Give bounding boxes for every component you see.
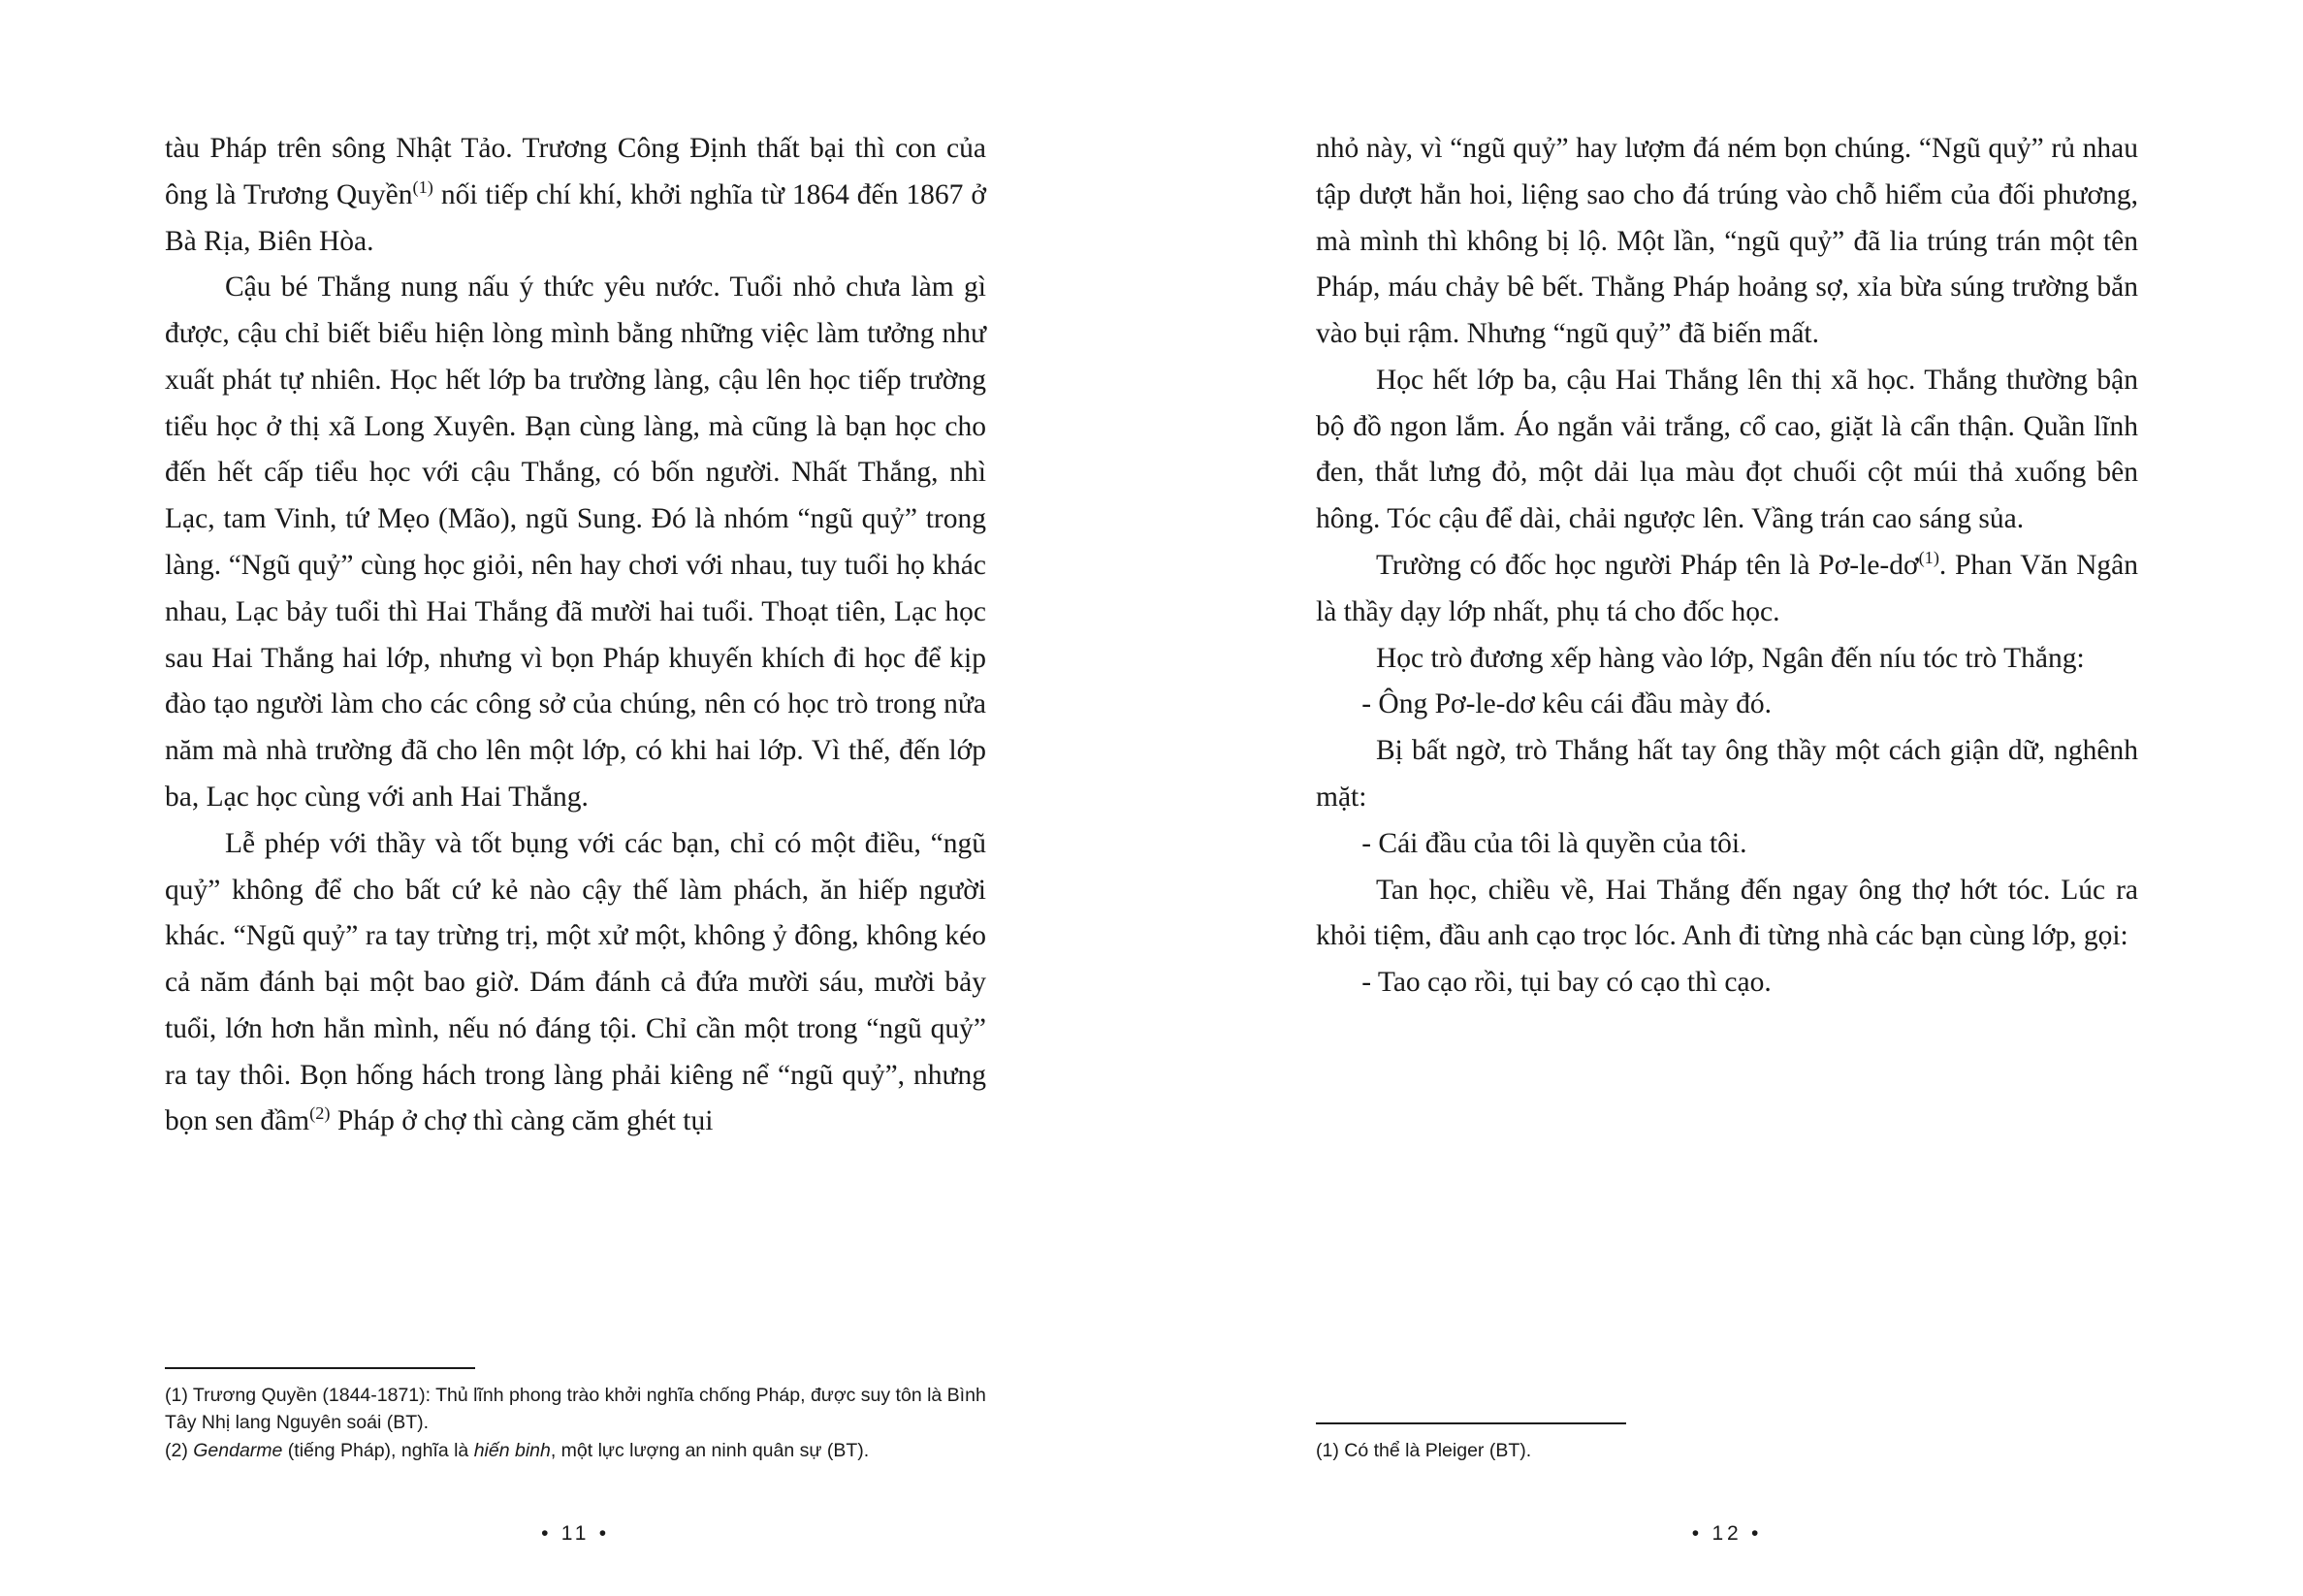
dialogue-line: - Ông Pơ-le-dơ kêu cái đầu mày đó. <box>1361 688 1772 720</box>
paragraph-text-cont: Pháp ở chợ thì càng căm ghét tụi <box>330 1105 714 1137</box>
left-page-body <box>165 126 986 1145</box>
footnote-text: (tiếng Pháp), nghĩa là <box>282 1439 474 1461</box>
footnote-item <box>165 1382 986 1437</box>
footnote-text: Trương Quyền (1844-1871): Thủ lĩnh phong trào khởi nghĩa chống Pháp, được suy tôn là Bình Tây Nhị lang Nguyên soái (BT). <box>165 1385 986 1434</box>
footnote-item <box>165 1437 986 1464</box>
footnote-separator-rule <box>165 1367 475 1369</box>
page-number-right: • 12 • <box>1691 1522 1763 1545</box>
footnote-number: (2) <box>165 1439 194 1461</box>
footnote-text: , một lực lượng an ninh quân sự (BT). <box>550 1439 870 1461</box>
paragraph: Cậu bé Thắng nung nấu ý thức yêu nước. Tuổi nhỏ chưa làm gì được, cậu chỉ biết biểu hiện lòng mình bằng những việc làm tưởng như xuất phát tự nhiên. Học hết lớp ba trường làng, cậu lên học tiếp trường tiểu học ở thị xã Long Xuyên. Bạn cùng làng, mà cũng là bạn học cho đến hết cấp tiểu học với cậu Thắng, có bốn người. Nhất Thắng, nhì Lạc, tam Vinh, tứ Mẹo (Mão), ngũ Sung. Đó là nhóm “ngũ quỷ” trong làng. “Ngũ quỷ” cùng học giỏi, nên hay chơi với nhau, tuy tuổi họ khác nhau, Lạc bảy tuổi thì Hai Thắng đã mười hai tuổi. Thoạt tiên, Lạc học sau Hai Thắng hai lớp, nhưng vì bọn Pháp khuyến khích đi học để kịp đào tạo người làm cho các công sở của chúng, nên có học trò trong nửa năm mà nhà trường đã cho lên một lớp, có khi hai lớp. Vì thế, đến lớp ba, Lạc học cùng với anh Hai Thắng. <box>165 271 986 813</box>
paragraph: nhỏ này, vì “ngũ quỷ” hay lượm đá ném bọn chúng. “Ngũ quỷ” rủ nhau tập dượt hẳn hoi, liệng sao cho đá trúng vào chỗ hiểm của đối phương, mà mình thì không bị lộ. Một lần, “ngũ quỷ” đã lia trúng trán một tên Pháp, máu chảy bê bết. Thằng Pháp hoảng sợ, xỉa bừa súng trường bắn vào bụi rậm. Nhưng “ngũ quỷ” đã biến mất. <box>1316 133 2138 350</box>
dialogue-line: - Cái đầu của tôi là quyền của tôi. <box>1361 827 1747 859</box>
paragraph-text: Lễ phép với thầy và tốt bụng với các bạn, chỉ có một điều, “ngũ quỷ” không để cho bất cứ kẻ nào cậy thế làm phách, ăn hiếp người khác. “Ngũ quỷ” ra tay trừng trị, một xử một, không ỷ đông, không kéo cả năm đánh bại một bao giờ. Dám đánh cả đứa mười sáu, mười bảy tuổi, lớn hơn hẳn mình, nếu nó đáng tội. Chỉ cần một trong “ngũ quỷ” ra tay thôi. Bọn hống hách trong làng phải kiêng nể “ngũ quỷ”, nhưng bọn sen đầm <box>165 827 986 1137</box>
footnote-marker[interactable]: (2) <box>309 1103 331 1124</box>
footnote-item <box>1316 1437 2137 1464</box>
right-page-footnotes <box>1316 1422 2137 1464</box>
paragraph-text: tàu Pháp trên sông Nhật Tảo. Trương Công Định thất bại thì con của ông là Trương Quyền <box>165 133 986 210</box>
paragraph <box>1316 543 2138 636</box>
footnote-marker[interactable]: (1) <box>412 176 433 197</box>
paragraph: Bị bất ngờ, trò Thắng hất tay ông thầy một cách giận dữ, nghênh mặt: <box>1316 735 2138 813</box>
paragraph <box>165 126 986 265</box>
right-page-body <box>1316 126 2138 1006</box>
left-page-footnotes <box>165 1367 986 1464</box>
paragraph: Tan học, chiều về, Hai Thắng đến ngay ông thợ hớt tóc. Lúc ra khỏi tiệm, đầu anh cạo trọc lóc. Anh đi từng nhà các bạn cùng lớp, gọi: <box>1316 874 2138 952</box>
paragraph-text: Trường có đốc học người Pháp tên là Pơ-le-dơ <box>1375 550 1919 582</box>
page-number-left: • 11 • <box>541 1522 610 1545</box>
paragraph-text-cont: . Phan Văn Ngân là thầy dạy lớp nhất, phụ tá cho đốc học. <box>1316 550 2138 627</box>
paragraph-text-cont: nối tiếp chí khí, khởi nghĩa từ 1864 đến 1867 ở Bà Rịa, Biên Hòa. <box>165 178 986 257</box>
footnote-italic-term: hiến binh <box>473 1439 551 1461</box>
dialogue-line: - Tao cạo rồi, tụi bay có cạo thì cạo. <box>1361 967 1772 999</box>
footnote-number: (1) <box>165 1385 193 1407</box>
paragraph: Học hết lớp ba, cậu Hai Thắng lên thị xã học. Thắng thường bận bộ đồ ngon lắm. Áo ngắn vải trắng, cổ cao, giặt là cẩn thận. Quần lĩnh đen, thắt lưng đỏ, một dải lụa màu đọt chuối cột múi thả xuống bên hông. Tóc cậu để dài, chải ngược lên. Vầng trán cao sáng sủa. <box>1316 364 2138 535</box>
footnote-marker[interactable]: (1) <box>1918 548 1939 568</box>
left-page <box>0 0 1151 1596</box>
right-page <box>1151 0 2303 1596</box>
footnote-separator-rule <box>1316 1422 1626 1424</box>
footnote-text: Có thể là Pleiger (BT). <box>1344 1439 1532 1461</box>
footnote-italic-term: Gendarme <box>193 1439 283 1461</box>
paragraph <box>165 821 986 1145</box>
paragraph: Học trò đương xếp hàng vào lớp, Ngân đến níu tóc trò Thắng: <box>1375 642 2085 674</box>
footnote-number: (1) <box>1316 1439 1345 1461</box>
